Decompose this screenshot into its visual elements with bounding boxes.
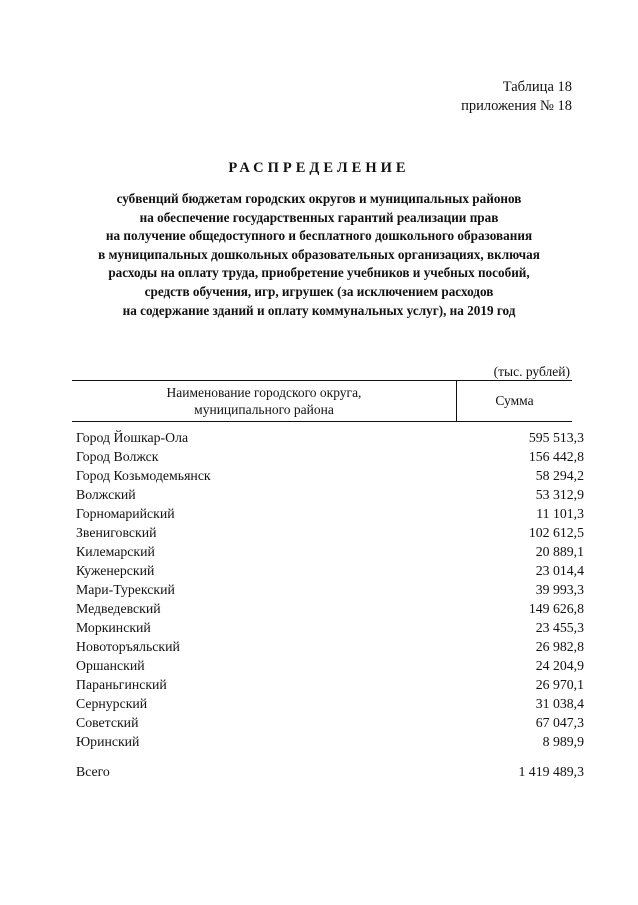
row-name: Советский [76,715,139,730]
row-name: Юринский [76,734,140,749]
document-title: РАСПРЕДЕЛЕНИЕ [228,160,410,176]
table-row [76,599,584,618]
column-header-name-line: муниципального района [194,402,334,417]
table-row [76,447,584,466]
subtitle-line: на получение общедоступного и бесплатного дошкольного образования [105,228,533,244]
row-name: Сернурский [76,696,148,711]
table-header [72,380,572,422]
table-row [76,428,584,447]
row-value: 26 982,8 [535,639,584,654]
row-name: Мари-Турекский [76,582,175,597]
row-value: 39 993,3 [535,582,584,597]
units-note: (тыс. рублей) [493,364,570,379]
table-row [76,694,584,713]
row-value: 67 047,3 [535,715,584,730]
row-value: 58 294,2 [535,468,584,483]
row-value: 23 014,4 [535,563,584,578]
table-number: Таблица 18 [502,79,572,95]
row-name: Медведевский [76,601,161,616]
table-row [76,656,584,675]
row-name: Параньгинский [76,677,167,692]
row-value: 31 038,4 [535,696,584,711]
row-value: 149 626,8 [528,601,584,616]
table-row [76,523,584,542]
row-name: Моркинский [76,620,151,635]
row-value: 23 455,3 [535,620,584,635]
row-value: 20 889,1 [535,544,584,559]
document-subtitle [60,190,578,320]
row-name: Новоторъяльский [76,639,180,654]
row-value: 102 612,5 [528,525,584,540]
row-value: 8 989,9 [542,734,584,749]
total-label: Всего [76,764,110,779]
row-name: Город Козьмодемьянск [76,468,211,483]
table-row [76,542,584,561]
subtitle-line: на обеспечение государственных гарантий реализации прав [139,209,499,225]
table-row [76,713,584,732]
row-name: Горномарийский [76,506,175,521]
row-name: Волжский [76,487,136,502]
total-value: 1 419 489,3 [518,764,584,779]
table-row [76,732,584,751]
row-name: Килемарский [76,544,155,559]
row-name: Город Волжск [76,449,159,464]
subtitle-line: на содержание зданий и оплату коммунальных услуг), на 2019 год [122,302,516,318]
total-row [76,762,584,781]
row-name: Город Йошкар-Ола [76,430,189,445]
table-body [76,428,584,751]
table-row [76,618,584,637]
table-row [76,580,584,599]
table-row [76,637,584,656]
table-row [76,466,584,485]
table-row [76,675,584,694]
row-name: Оршанский [76,658,145,673]
row-name: Куженерский [76,563,155,578]
row-value: 11 101,3 [536,506,584,521]
subtitle-line: расходы на оплату труда, приобретение учебников и учебных пособий, [108,265,530,281]
row-value: 156 442,8 [528,449,584,464]
table-row [76,485,584,504]
subtitle-line: средств обучения, игр, игрушек (за исключением расходов [144,283,494,299]
appendix-number: приложения № 18 [461,98,572,114]
subtitle-line: субвенций бюджетам городских округов и муниципальных районов [116,191,522,206]
row-value: 53 312,9 [535,487,584,502]
row-value: 595 513,3 [528,430,584,445]
table-row [76,561,584,580]
row-name: Звениговский [76,525,157,540]
column-header-name-line: Наименование городского округа, [166,385,362,400]
column-header-name [72,381,457,421]
subtitle-line: в муниципальных дошкольных образовательных организациях, включая [98,246,540,262]
column-header-sum: Сумма [495,393,534,408]
row-value: 24 204,9 [535,658,584,673]
table-row [76,504,584,523]
table-reference [461,78,572,116]
row-value: 26 970,1 [535,677,584,692]
